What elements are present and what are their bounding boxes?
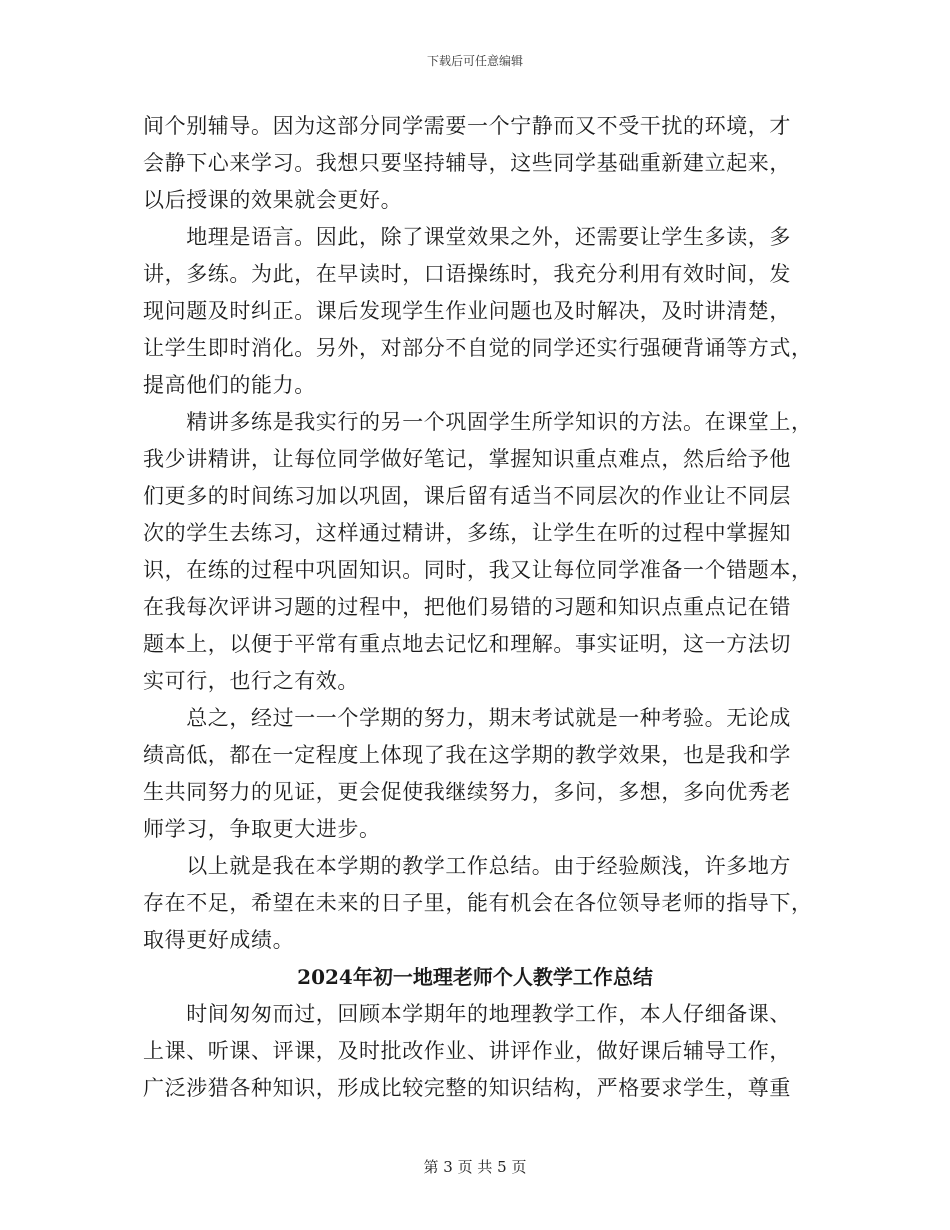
text-line: 师学习，争取更大进步。 bbox=[143, 817, 381, 841]
document-body bbox=[143, 108, 813, 1107]
text-line: 取得更好成绩。 bbox=[143, 928, 295, 952]
text-line: 间个别辅导。因为这部分同学需要一个宁静而又不受干扰的环境，才 bbox=[143, 114, 791, 138]
text-line: 现问题及时纠正。课后发现学生作业问题也及时解决，及时讲清楚， bbox=[143, 299, 791, 323]
section-title: 2024年初一地理老师个人教学工作总结 bbox=[297, 965, 653, 989]
text-line: 讲，多练。为此，在早读时，口语操练时，我充分利用有效时间，发 bbox=[143, 262, 791, 286]
text-line: 生共同努力的见证，更会促使我继续努力，多问，多想，多向优秀老 bbox=[143, 780, 791, 804]
text-line: 识，在练的过程中巩固知识。同时，我又让每位同学准备一个错题本， bbox=[143, 558, 813, 582]
text-line: 让学生即时消化。另外，对部分不自觉的同学还实行强硬背诵等方式， bbox=[143, 336, 813, 360]
text-line: 地理是语言。因此，除了课堂效果之外，还需要让学生多读，多 bbox=[143, 225, 791, 249]
text-line: 上课、听课、评课，及时批改作业、讲评作业，做好课后辅导工作， bbox=[143, 1039, 791, 1063]
text-line: 绩高低，都在一定程度上体现了我在这学期的教学效果，也是我和学 bbox=[143, 743, 791, 767]
text-line: 时间匆匆而过，回顾本学期年的地理教学工作，本人仔细备课、 bbox=[143, 1002, 791, 1026]
text-line: 次的学生去练习，这样通过精讲，多练，让学生在听的过程中掌握知 bbox=[143, 521, 791, 545]
text-line: 在我每次评讲习题的过程中，把他们易错的习题和知识点重点记在错 bbox=[143, 595, 791, 619]
text-line: 以后授课的效果就会更好。 bbox=[143, 188, 403, 212]
page-header: 下载后可任意编辑 bbox=[426, 54, 523, 68]
text-line: 们更多的时间练习加以巩固，课后留有适当不同层次的作业让不同层 bbox=[143, 484, 791, 508]
text-line: 总之，经过一一个学期的努力，期末考试就是一种考验。无论成 bbox=[143, 706, 791, 730]
text-line: 我少讲精讲，让每位同学做好笔记，掌握知识重点难点，然后给予他 bbox=[143, 447, 791, 471]
text-line: 提高他们的能力。 bbox=[143, 373, 316, 397]
text-line: 精讲多练是我实行的另一个巩固学生所学知识的方法。在课堂上， bbox=[143, 410, 813, 434]
text-line: 实可行，也行之有效。 bbox=[143, 669, 359, 693]
text-line: 以上就是我在本学期的教学工作总结。由于经验颇浅，许多地方 bbox=[143, 854, 791, 878]
page-footer: 第 3 页 共 5 页 bbox=[423, 1158, 527, 1176]
text-line: 题本上，以便于平常有重点地去记忆和理解。事实证明，这一方法切 bbox=[143, 632, 791, 656]
text-line: 存在不足，希望在未来的日子里，能有机会在各位领导老师的指导下， bbox=[143, 891, 813, 915]
text-line: 会静下心来学习。我想只要坚持辅导，这些同学基础重新建立起来， bbox=[143, 151, 791, 175]
text-line: 广泛涉猎各种知识，形成比较完整的知识结构，严格要求学生，尊重 bbox=[143, 1076, 791, 1100]
